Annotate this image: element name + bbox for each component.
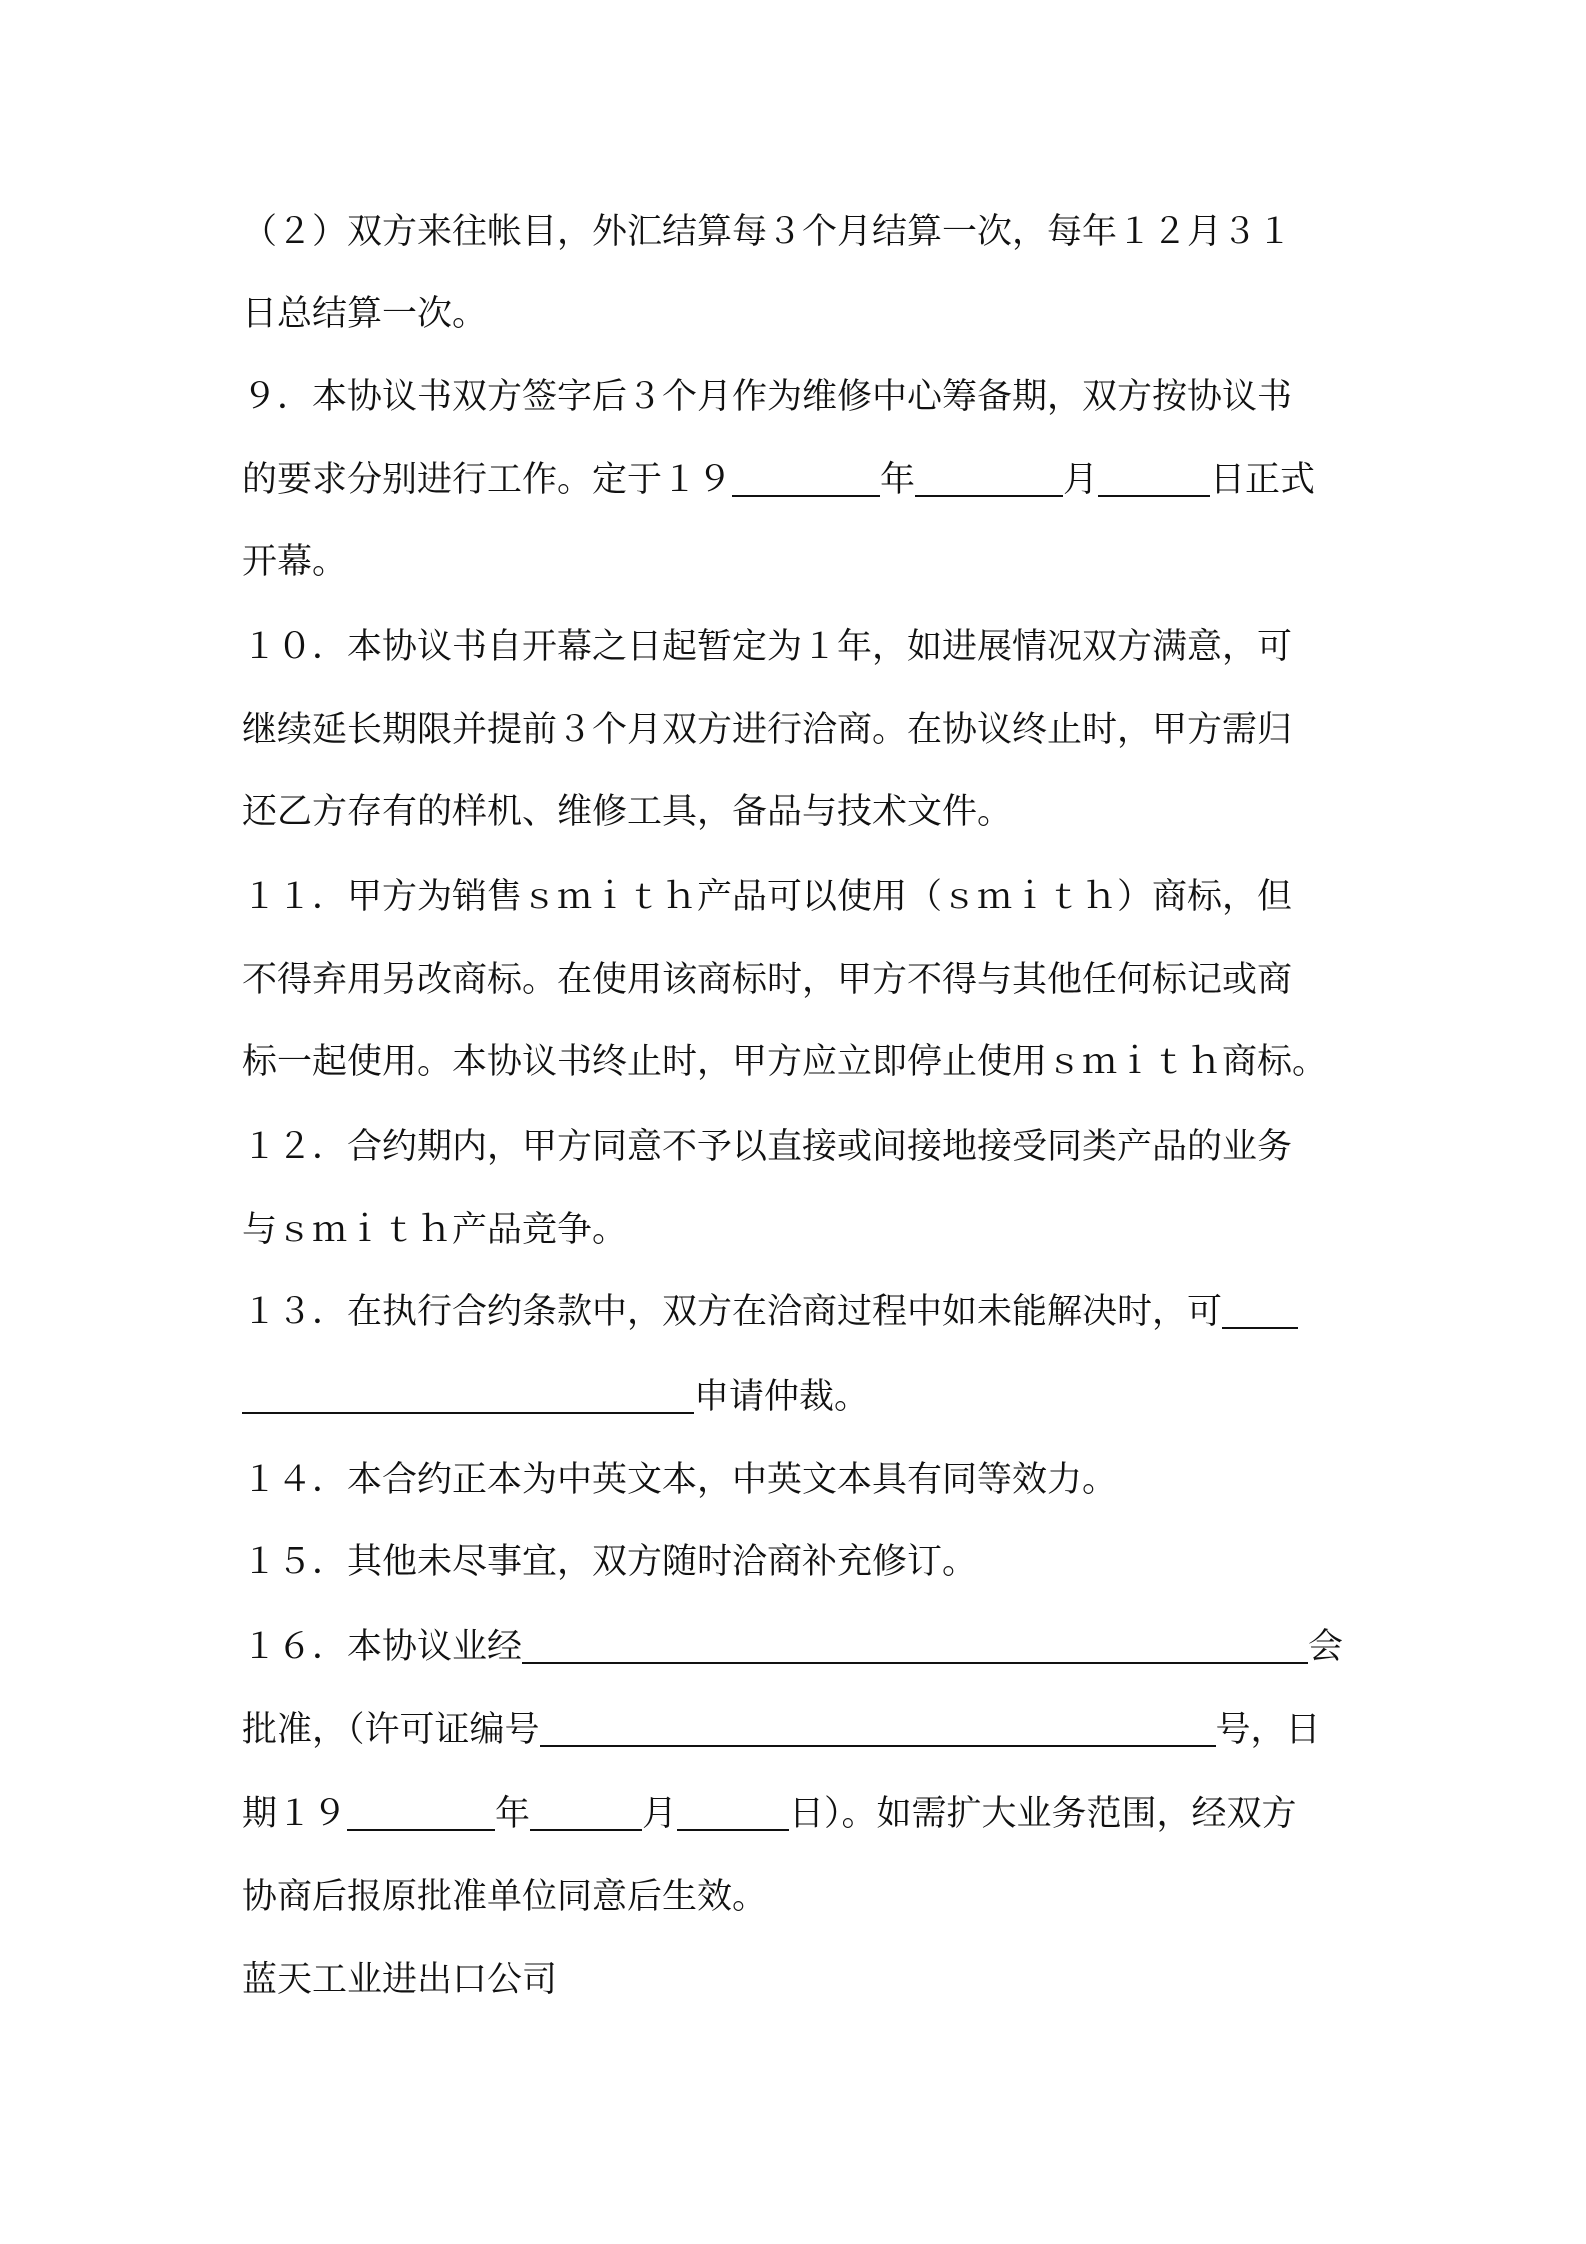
text-line: 继续延长期限并提前３个月双方进行洽商。在协议终止时，甲方需归: [242, 710, 1293, 750]
text-line: 开幕。: [242, 542, 348, 582]
text-line: １０．本协议书自开幕之日起暂定为１年，如进展情况双方满意，可: [242, 627, 1293, 667]
fill-in-blank[interactable]: [732, 451, 880, 497]
text-line: 与ｓｍｉｔｈ产品竞争。: [242, 1210, 628, 1250]
text-line: １６．本协议业经 会: [242, 1605, 1357, 1689]
text-line: （２）双方来往帐目，外汇结算每３个月结算一次，每年１２月３１: [242, 212, 1293, 252]
fill-in-blank[interactable]: [540, 1701, 1216, 1747]
fill-in-blank[interactable]: [522, 1618, 1308, 1664]
text-line: 批准，（许可证编号 号，日: [242, 1688, 1357, 1772]
fill-in-blank[interactable]: [1098, 451, 1210, 497]
text-line: 日总结算一次。: [242, 294, 488, 334]
text-line: 协商后报原批准单位同意后生效。: [242, 1877, 768, 1917]
text-line: １４．本合约正本为中英文本，中英文本具有同等效力。: [242, 1460, 1118, 1500]
text-line: １５．其他未尽事宜，双方随时洽商补充修订。: [242, 1542, 978, 1582]
text-line: 不得弃用另改商标。在使用该商标时，甲方不得与其他任何标记或商: [242, 960, 1293, 1000]
text-line: 期１９ 年 月 日）。如需扩大业务范围，经双方: [242, 1772, 1357, 1856]
text-line: １２．合约期内，甲方同意不予以直接或间接地接受同类产品的业务: [242, 1127, 1293, 1167]
text-line: ９．本协议书双方签字后３个月作为维修中心筹备期，双方按协议书: [242, 377, 1293, 417]
text-line: 的要求分别进行工作。定于１９ 年 月 日正式: [242, 438, 1357, 522]
fill-in-blank[interactable]: [530, 1785, 642, 1831]
fill-in-blank[interactable]: [242, 1368, 694, 1414]
text-line: 还乙方存有的样机、维修工具，备品与技术文件。: [242, 792, 1013, 832]
fill-in-blank[interactable]: [347, 1785, 495, 1831]
company-name: 蓝天工业进出口公司: [242, 1960, 558, 2000]
text-line: 标一起使用。本协议书终止时，甲方应立即停止使用ｓｍｉｔｈ商标。: [242, 1042, 1328, 1082]
fill-in-blank[interactable]: [677, 1785, 789, 1831]
text-line: １１．甲方为销售ｓｍｉｔｈ产品可以使用（ｓｍｉｔｈ）商标，但: [242, 877, 1293, 917]
fill-in-blank[interactable]: [915, 451, 1063, 497]
text-line: １３．在执行合约条款中，双方在洽商过程中如未能解决时，可: [242, 1270, 1357, 1354]
fill-in-blank[interactable]: [1222, 1283, 1298, 1329]
text-line: 申请仲裁。: [242, 1355, 1357, 1439]
